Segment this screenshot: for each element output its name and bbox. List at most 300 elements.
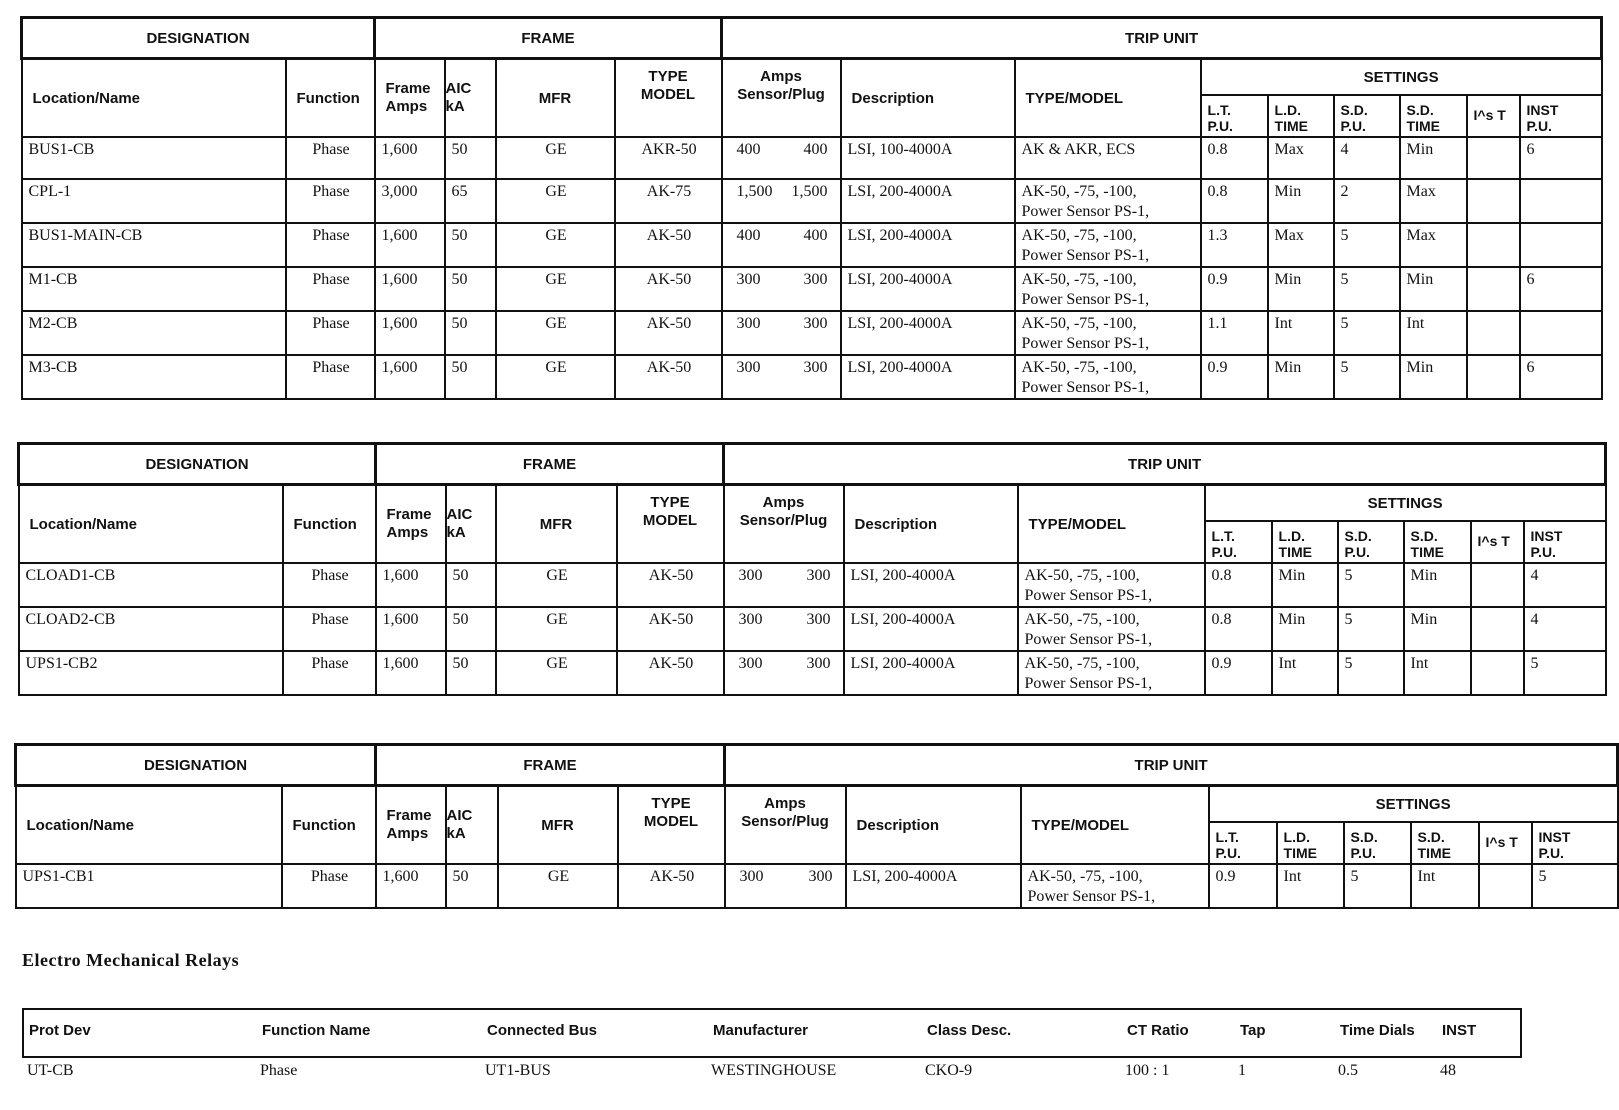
description-cell: LSI, 200-4000A [841,355,1015,399]
hdr-line-1: S.D. [1340,102,1368,118]
function-header: Function [283,485,376,564]
plug-value: 300 [806,655,831,672]
group-header-row [16,745,1618,786]
relay-cell: WESTINGHOUSE [711,1062,837,1079]
breaker-row [22,223,1602,267]
lt-pu-cell: 0.8 [1205,563,1272,607]
hdr-line-2: kA [446,524,466,541]
hdr-line-2: kA [445,98,465,115]
sensor-value: 400 [736,227,761,244]
sd-time-header [1404,521,1471,563]
hdr-line-2: Sensor/Plug [737,86,825,103]
hdr-line-1: Frame [386,807,432,824]
trip-model-line-1: AK-50, -75, -100, [1021,315,1137,332]
hdr-line-1: L.T. [1211,528,1235,544]
hdr-line-1: L.T. [1207,102,1231,118]
hdr-line-2: MODEL [640,86,696,103]
lt-pu-cell: 0.9 [1201,355,1268,399]
description-cell: LSI, 200-4000A [844,607,1018,651]
hdr-line-1: L.T. [1215,829,1239,845]
sd-time-cell: Min [1404,607,1471,651]
description-header: Description [844,485,1018,564]
plug-value: 400 [803,227,828,244]
sd-time-cell: Int [1400,311,1467,355]
trip-type-model-cell [1015,311,1201,355]
inst-pu-cell: 5 [1524,651,1606,695]
mfr-header: MFR [496,59,615,138]
i2t-header: I^s T [1471,521,1524,563]
i2t-cell [1471,563,1524,607]
hdr-line-2: P.U. [1340,118,1366,134]
aic-cell: 50 [446,864,498,908]
trip-model-line-2: Power Sensor PS-1, [1021,247,1150,264]
sd-pu-cell: 5 [1344,864,1411,908]
trip-model-line-2: Power Sensor PS-1, [1021,379,1150,396]
trip-model-line-1: AK-50, -75, -100, [1021,183,1137,200]
amps-sensor-plug-cell [724,651,844,695]
type-model-cell: AK-50 [617,563,724,607]
trip-type-model-cell [1018,607,1205,651]
description-cell: LSI, 200-4000A [844,563,1018,607]
sd-time-cell: Int [1404,651,1471,695]
hdr-line-1: S.D. [1350,829,1378,845]
sd-pu-cell: 5 [1334,311,1400,355]
aic-header [446,786,498,865]
plug-value: 400 [803,141,828,158]
aic-header [445,59,496,138]
relay-column-header: Prot Dev [29,1022,91,1039]
hdr-line-2: Sensor/Plug [741,813,829,830]
relay-cell: 1 [1238,1062,1246,1079]
location-cell: CPL-1 [22,179,286,223]
aic-cell: 50 [446,563,496,607]
hdr-line-1: TYPE [648,68,688,85]
settings-header: SETTINGS [1209,786,1618,823]
trip-unit-header: TRIP UNIT [722,18,1602,59]
type-model-cell: AK-50 [618,864,725,908]
inst-pu-cell: 6 [1520,137,1602,179]
sd-pu-header [1334,95,1400,137]
aic-cell: 50 [445,355,496,399]
aic-cell: 50 [445,137,496,179]
sd-pu-header [1338,521,1404,563]
type-model-header [617,485,724,564]
relays-section-title: Electro Mechanical Relays [22,950,240,970]
inst-pu-cell: 4 [1524,563,1606,607]
relay-column-header: CT Ratio [1127,1022,1189,1039]
ld-time-cell: Max [1268,137,1334,179]
sensor-value: 1,500 [736,183,773,200]
relay-column-header: Time Dials [1340,1022,1415,1039]
trip-model-line-1: AK-50, -75, -100, [1021,271,1137,288]
trip-type-model-cell [1015,179,1201,223]
hdr-line-1: AIC [445,80,472,97]
function-cell: Phase [286,179,375,223]
mfr-header: MFR [496,485,617,564]
trip-type-model-header: TYPE/MODEL [1015,59,1201,138]
hdr-line-2: TIME [1406,118,1440,134]
hdr-line-1: Frame [385,80,431,97]
hdr-line-2: TIME [1410,544,1444,560]
breaker-row [22,179,1602,223]
trip-type-model-cell [1015,267,1201,311]
breaker-row [22,137,1602,179]
i2t-cell [1471,607,1524,651]
description-cell: LSI, 100-4000A [841,137,1015,179]
type-model-header [615,59,722,138]
sd-time-cell: Min [1400,137,1467,179]
sensor-value: 300 [736,271,761,288]
relay-cell: 0.5 [1338,1062,1358,1079]
hdr-line-1: AIC [446,506,473,523]
location-cell: CLOAD1-CB [19,563,283,607]
column-header-row [16,786,1618,823]
trip-unit-header: TRIP UNIT [725,745,1618,786]
sd-pu-cell: 5 [1334,267,1400,311]
inst-pu-header [1524,521,1606,563]
hdr-line-2: P.U. [1215,845,1241,861]
type-model-cell: AK-50 [617,607,724,651]
hdr-line-2: P.U. [1350,845,1376,861]
lt-pu-header [1201,95,1268,137]
designation-header: DESIGNATION [22,18,375,59]
trip-type-model-cell [1015,137,1201,179]
column-header-row [19,485,1606,522]
breaker-row [22,355,1602,399]
ld-time-cell: Int [1268,311,1334,355]
function-cell: Phase [286,223,375,267]
column-header-row [22,59,1602,96]
ld-time-cell: Min [1268,267,1334,311]
function-cell: Phase [286,311,375,355]
trip-model-line-1: AK-50, -75, -100, [1027,868,1143,885]
breaker-row [16,864,1618,908]
hdr-line-1: INST [1530,528,1563,544]
ld-time-cell: Int [1277,864,1344,908]
location-cell: CLOAD2-CB [19,607,283,651]
relay-column-header: INST [1442,1022,1477,1039]
hdr-line-2: TIME [1274,118,1308,134]
amps-sensor-plug-cell [722,223,841,267]
description-header: Description [841,59,1015,138]
description-cell: LSI, 200-4000A [841,223,1015,267]
mfr-cell: GE [498,864,618,908]
sensor-value: 300 [738,567,763,584]
i2t-cell [1467,355,1520,399]
mfr-cell: GE [496,355,615,399]
function-header: Function [282,786,376,865]
ld-time-header [1272,521,1338,563]
ld-time-cell: Min [1272,563,1338,607]
amps-sensor-plug-cell [722,179,841,223]
sd-pu-cell: 5 [1338,563,1404,607]
designation-header: DESIGNATION [16,745,376,786]
sensor-value: 300 [736,315,761,332]
mfr-cell: GE [496,223,615,267]
relay-column-header: Connected Bus [487,1022,598,1039]
sensor-value: 300 [739,868,764,885]
sd-pu-cell: 4 [1334,137,1400,179]
relay-row [22,1062,1522,1086]
trip-type-model-cell [1018,651,1205,695]
function-cell: Phase [286,137,375,179]
amps-sensor-plug-cell [722,137,841,179]
plug-value: 300 [803,315,828,332]
inst-pu-cell: 5 [1532,864,1618,908]
breaker-row [22,311,1602,355]
plug-value: 300 [803,271,828,288]
amps-sensor-plug-cell [722,311,841,355]
frame-amps-cell: 1,600 [376,607,446,651]
i2t-cell [1467,179,1520,223]
trip-model-line-2: Power Sensor PS-1, [1024,587,1153,604]
frame-amps-cell: 1,600 [376,651,446,695]
inst-pu-cell: 6 [1520,355,1602,399]
sensor-value: 300 [738,611,763,628]
hdr-line-2: kA [446,825,466,842]
mfr-cell: GE [496,607,617,651]
inst-pu-cell: 4 [1524,607,1606,651]
amps-sensor-plug-cell [725,864,846,908]
type-model-cell: AK-50 [615,311,722,355]
i2t-cell [1479,864,1532,908]
trip-type-model-cell [1021,864,1209,908]
inst-pu-cell [1520,223,1602,267]
function-cell: Phase [286,267,375,311]
mfr-cell: GE [496,563,617,607]
hdr-line-1: S.D. [1417,829,1445,845]
type-model-header [618,786,725,865]
ld-time-cell: Int [1272,651,1338,695]
sd-time-cell: Max [1400,223,1467,267]
description-cell: LSI, 200-4000A [841,311,1015,355]
group-header-row [22,18,1602,59]
type-model-cell: AK-50 [615,267,722,311]
i2t-header: I^s T [1467,95,1520,137]
hdr-line-2: P.U. [1344,544,1370,560]
sd-time-cell: Int [1411,864,1479,908]
mfr-cell: GE [496,311,615,355]
frame-amps-cell: 1,600 [376,563,446,607]
relay-cell: 48 [1440,1062,1456,1079]
lt-pu-cell: 0.8 [1205,607,1272,651]
amps-sensor-plug-header [725,786,846,865]
sd-time-cell: Min [1400,355,1467,399]
hdr-line-1: INST [1526,102,1559,118]
location-name-header: Location/Name [19,485,283,564]
hdr-line-1: S.D. [1344,528,1372,544]
hdr-line-1: L.D. [1283,829,1310,845]
mfr-cell: GE [496,179,615,223]
description-cell: LSI, 200-4000A [841,179,1015,223]
trip-model-line-1: AK & AKR, ECS [1021,141,1136,158]
trip-model-line-2: Power Sensor PS-1, [1021,291,1150,308]
trip-type-model-cell [1018,563,1205,607]
aic-cell: 50 [446,607,496,651]
relay-cell: Phase [260,1062,298,1079]
inst-pu-cell: 6 [1520,267,1602,311]
hdr-line-2: MODEL [643,813,699,830]
aic-header [446,485,496,564]
mfr-header: MFR [498,786,618,865]
relay-cell: 100 : 1 [1125,1062,1170,1079]
trip-model-line-2: Power Sensor PS-1, [1024,631,1153,648]
plug-value: 300 [803,359,828,376]
breaker-table [20,16,1603,400]
trip-model-line-2: Power Sensor PS-1, [1021,203,1150,220]
trip-type-model-cell [1015,355,1201,399]
mfr-cell: GE [496,651,617,695]
frame-header: FRAME [376,444,724,485]
inst-pu-cell [1520,311,1602,355]
lt-pu-cell: 0.9 [1205,651,1272,695]
hdr-line-1: L.D. [1278,528,1305,544]
lt-pu-cell: 0.9 [1209,864,1277,908]
plug-value: 300 [808,868,833,885]
trip-type-model-cell [1015,223,1201,267]
hdr-line-2: TIME [1278,544,1312,560]
sd-pu-cell: 5 [1334,355,1400,399]
trip-model-line-2: Power Sensor PS-1, [1024,675,1153,692]
hdr-line-1: AIC [446,807,473,824]
hdr-line-1: S.D. [1410,528,1438,544]
hdr-line-2: Amps [385,98,428,115]
function-cell: Phase [283,607,376,651]
type-model-cell: AK-50 [615,223,722,267]
i2t-cell [1467,223,1520,267]
frame-amps-cell: 3,000 [375,179,445,223]
frame-amps-cell: 1,600 [375,137,445,179]
hdr-line-2: P.U. [1538,845,1564,861]
hdr-line-2: P.U. [1530,544,1556,560]
breaker-table [14,743,1619,909]
frame-amps-cell: 1,600 [375,223,445,267]
hdr-line-1: INST [1538,829,1571,845]
hdr-line-1: S.D. [1406,102,1434,118]
relay-column-header: Function Name [262,1022,371,1039]
location-cell: M1-CB [22,267,286,311]
lt-pu-cell: 0.8 [1201,179,1268,223]
hdr-line-2: TIME [1283,845,1317,861]
hdr-line-2: MODEL [642,512,698,529]
plug-value: 300 [806,567,831,584]
description-cell: LSI, 200-4000A [844,651,1018,695]
hdr-line-1: TYPE [650,494,690,511]
relay-cell: UT-CB [27,1062,74,1079]
sd-pu-cell: 2 [1334,179,1400,223]
lt-pu-cell: 0.8 [1201,137,1268,179]
settings-header: SETTINGS [1205,485,1606,522]
sd-pu-cell: 5 [1338,607,1404,651]
hdr-line-2: P.U. [1207,118,1233,134]
i2t-cell [1467,137,1520,179]
sd-time-cell: Min [1404,563,1471,607]
group-header-row [19,444,1606,485]
i2t-cell [1467,311,1520,355]
location-cell: UPS1-CB1 [16,864,282,908]
i2t-header: I^s T [1479,822,1532,864]
trip-model-line-1: AK-50, -75, -100, [1021,227,1137,244]
ld-time-header [1268,95,1334,137]
type-model-cell: AKR-50 [615,137,722,179]
description-cell: LSI, 200-4000A [841,267,1015,311]
amps-sensor-plug-header [724,485,844,564]
trip-model-line-2: Power Sensor PS-1, [1027,888,1156,905]
type-model-cell: AK-75 [615,179,722,223]
frame-amps-header [376,786,446,865]
sd-pu-cell: 5 [1338,651,1404,695]
function-cell: Phase [283,563,376,607]
trip-model-line-1: AK-50, -75, -100, [1024,611,1140,628]
relay-cell: CKO-9 [925,1062,973,1079]
hdr-line-2: TIME [1417,845,1451,861]
ld-time-cell: Min [1268,179,1334,223]
location-cell: BUS1-MAIN-CB [22,223,286,267]
relays-header-row [22,1008,1522,1058]
location-name-header: Location/Name [22,59,286,138]
relay-cell: UT1-BUS [485,1062,551,1079]
sensor-value: 300 [736,359,761,376]
hdr-line-1: TYPE [651,795,691,812]
hdr-line-2: P.U. [1526,118,1552,134]
trip-type-model-header: TYPE/MODEL [1021,786,1209,865]
ld-time-cell: Min [1268,355,1334,399]
inst-pu-cell [1520,179,1602,223]
aic-cell: 50 [446,651,496,695]
settings-header: SETTINGS [1201,59,1602,96]
location-cell: UPS1-CB2 [19,651,283,695]
trip-type-model-header: TYPE/MODEL [1018,485,1205,564]
aic-cell: 50 [445,223,496,267]
trip-model-line-2: Power Sensor PS-1, [1021,335,1150,352]
function-header: Function [286,59,375,138]
sd-time-cell: Min [1400,267,1467,311]
amps-sensor-plug-header [722,59,841,138]
frame-header: FRAME [375,18,722,59]
breaker-table [17,442,1607,696]
lt-pu-header [1205,521,1272,563]
trip-unit-header: TRIP UNIT [724,444,1606,485]
frame-amps-cell: 1,600 [376,864,446,908]
hdr-line-2: Sensor/Plug [739,512,828,529]
inst-pu-header [1532,822,1618,864]
hdr-line-2: P.U. [1211,544,1237,560]
sd-time-header [1400,95,1467,137]
breaker-row [19,563,1606,607]
inst-pu-header [1520,95,1602,137]
frame-amps-cell: 1,600 [375,311,445,355]
hdr-line-2: Amps [386,524,429,541]
frame-header: FRAME [376,745,725,786]
location-name-header: Location/Name [16,786,282,865]
description-cell: LSI, 200-4000A [846,864,1021,908]
function-cell: Phase [282,864,376,908]
frame-amps-cell: 1,600 [375,267,445,311]
hdr-line-1: Amps [764,795,806,812]
mfr-cell: GE [496,267,615,311]
type-model-cell: AK-50 [615,355,722,399]
aic-cell: 50 [445,267,496,311]
breaker-row [19,607,1606,651]
plug-value: 1,500 [791,183,828,200]
breaker-row [19,651,1606,695]
ld-time-cell: Min [1272,607,1338,651]
frame-amps-cell: 1,600 [375,355,445,399]
aic-cell: 50 [445,311,496,355]
function-cell: Phase [283,651,376,695]
designation-header: DESIGNATION [19,444,376,485]
relay-column-header: Manufacturer [713,1022,809,1039]
